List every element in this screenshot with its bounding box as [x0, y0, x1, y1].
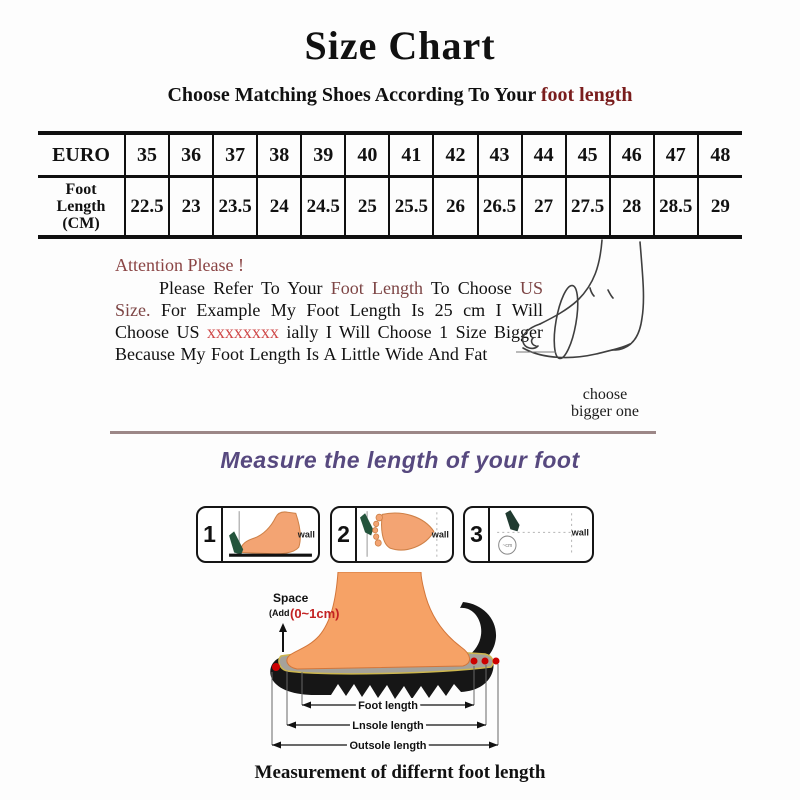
pencil-icon [360, 513, 373, 535]
euro-header: EURO [38, 133, 125, 177]
foot-length-highlight: Foot Length [330, 278, 423, 298]
size-table [38, 131, 742, 239]
measure-heading: Measure the length of your foot [220, 447, 580, 473]
table-row-euro [38, 133, 742, 177]
toes [373, 514, 383, 546]
euro-size: 35 [125, 133, 169, 177]
circle-label: ~cm [502, 543, 513, 550]
bottom-caption: Measurement of differnt foot length [254, 762, 546, 783]
step1-illustration [223, 508, 318, 561]
euro-size: 43 [478, 133, 522, 177]
outsole-length-label: Outsole length [349, 740, 427, 752]
insole-length-label: Lnsole length [352, 720, 424, 732]
foot-length-header: Foot Length (CM) [38, 177, 125, 238]
foot-length-cm: 25.5 [389, 177, 433, 238]
euro-size: 44 [522, 133, 566, 177]
foot-length-cm: 26.5 [478, 177, 522, 238]
wall-label: wall [297, 529, 315, 540]
foot-length-cm: 22.5 [125, 177, 169, 238]
subtitle-highlight: foot length [540, 84, 633, 106]
table-row-foot-length [38, 177, 742, 238]
page-title: Size Chart [304, 23, 496, 68]
euro-size: 42 [433, 133, 477, 177]
foot-length-cm: 25 [345, 177, 389, 238]
foot-length-cm: 24 [257, 177, 301, 238]
step-number: 1 [198, 508, 223, 561]
add-value: (0~1cm) [290, 606, 340, 621]
foot-length-cm: 26 [433, 177, 477, 238]
attention-note [115, 254, 543, 365]
step-panel-1 [196, 506, 320, 563]
euro-size: 45 [566, 133, 610, 177]
attention-body: Please Refer To Your Foot Length To Choose US Size. For Example My Foot Length Is 25 cm I Will Choose US xxxxxxxx ially I Will Choose 1 Size Bigger Because My Foot Length Is A Little Wide And Fat [115, 278, 544, 364]
foot-length-cm: 27 [522, 177, 566, 238]
euro-size: 46 [610, 133, 654, 177]
measure-loop [550, 284, 583, 360]
step3-illustration [490, 508, 592, 561]
shoe-measurement-diagram [235, 572, 575, 762]
foot-length-cm: 23 [169, 177, 213, 238]
section-divider [110, 431, 656, 434]
censored-text: xxxxxxxx [206, 322, 279, 342]
euro-size: 38 [257, 133, 301, 177]
choose-bigger-note: choose bigger one [571, 386, 639, 420]
foot-length-cm: 27.5 [566, 177, 610, 238]
shin-line [540, 240, 602, 324]
subtitle-prefix: Choose Matching Shoes According To Your [167, 84, 541, 106]
pencil-icon [229, 531, 243, 554]
wall-label: wall [431, 529, 449, 540]
foot-length-cm: 28.5 [654, 177, 698, 238]
foot-sole-view [382, 513, 434, 550]
euro-size: 40 [345, 133, 389, 177]
wall-label: wall [571, 527, 589, 538]
euro-size: 41 [389, 133, 433, 177]
foot-length-cm: 23.5 [213, 177, 257, 238]
foot-side-view [241, 512, 300, 554]
add-label: (Add [269, 608, 290, 618]
foot-length-cm: 28 [610, 177, 654, 238]
euro-size: 47 [654, 133, 698, 177]
step2-illustration [357, 508, 452, 561]
step-panel-2 [330, 506, 454, 563]
foot-sketch-illustration [516, 238, 711, 370]
step-number: 3 [465, 508, 490, 561]
euro-size: 48 [698, 133, 742, 177]
foot-length-cm: 29 [698, 177, 742, 238]
step-number: 2 [332, 508, 357, 561]
toe-curl [532, 338, 536, 346]
foot-length-label: Foot length [358, 700, 418, 712]
euro-size: 36 [169, 133, 213, 177]
foot-length-cm: 24.5 [301, 177, 345, 238]
attention-heading: Attention Please ! [115, 255, 244, 275]
step-panel-3 [463, 506, 594, 563]
euro-size: 37 [213, 133, 257, 177]
subtitle [0, 84, 800, 107]
euro-size: 39 [301, 133, 345, 177]
pencil-icon [505, 510, 519, 531]
us-size-highlight: US Size. [115, 278, 544, 320]
space-label: Space [273, 591, 309, 605]
